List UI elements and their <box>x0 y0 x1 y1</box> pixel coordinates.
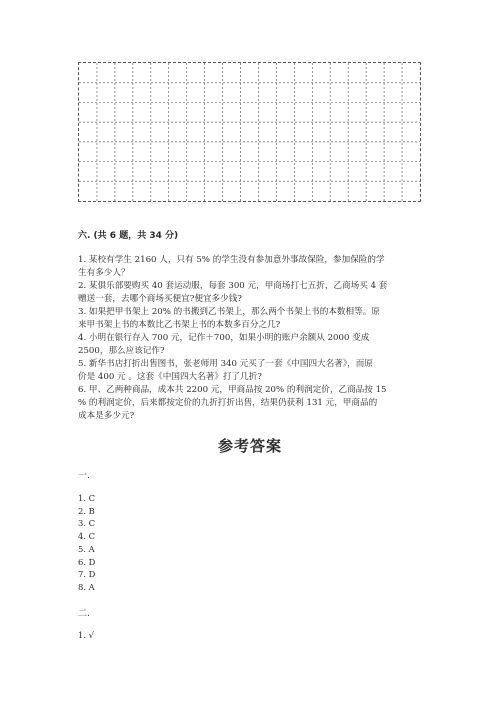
question-line: % 的利润定价，后来都按定价的九折打折出售，结果仍获利 131 元，甲商品的 <box>78 398 378 408</box>
answer-item: 6. D <box>78 556 96 567</box>
answer-item: 4. C <box>78 531 96 542</box>
question-line: 5. 新华书店打折出售图书，张老师用 340 元买了一套《中国四大名著》，而原 <box>78 359 373 369</box>
question-line: 3. 如果把甲书架上 20% 的书搬到乙书架上，那么两个书架上书的本数相等。原 <box>78 307 380 317</box>
answer-item: 1. √ <box>78 630 94 640</box>
answer-list-part-one <box>78 492 95 594</box>
section-six-heading: 六. (共 6 题，共 34 分) <box>78 231 179 241</box>
question-line: 2500，那么应该记作? <box>78 346 165 356</box>
answer-item: 7. D <box>78 569 96 580</box>
answer-part-two-label: 二. <box>78 609 90 619</box>
writing-grid <box>78 62 421 202</box>
answer-list-part-two <box>78 630 94 640</box>
question-line: 成本是多少元? <box>78 411 135 421</box>
question-line: 6. 甲、乙两种商品，成本共 2200 元，甲商品按 20% 的利润定价，乙商品按 15 <box>78 385 387 395</box>
question-line: 赠送一套，去哪个商场买便宜?便宜多少钱? <box>78 294 242 304</box>
grid-lines <box>79 63 420 201</box>
question-list <box>78 254 423 423</box>
answer-item: 1. C <box>78 493 96 503</box>
answer-key-title: 参考答案 <box>217 437 282 455</box>
question-line: 价是 400 元 。这套《中国四大名著》打了几折? <box>78 372 262 382</box>
answer-item: 5. A <box>78 543 95 554</box>
question-line: 来甲书架上书的本数比乙书架上书的本数多百分之几? <box>78 320 281 330</box>
answer-item: 3. C <box>78 518 96 529</box>
question-line: 2. 某俱乐部要购买 40 套运动服，每套 300 元，甲商场打七五折，乙商场买 4 套 <box>78 281 388 291</box>
answer-item: 2. B <box>78 505 95 516</box>
question-line: 4. 小明在银行存入 700 元，记作＋700，如果小明的账户余额从 2000 变成 <box>78 333 370 343</box>
question-line: 1. 某校有学生 2160 人，只有 5% 的学生没有参加意外事故保险，参加保险的学 <box>78 255 385 265</box>
answer-item: 8. A <box>78 581 95 592</box>
answer-part-one-label: 一. <box>78 471 90 481</box>
question-line: 生有多少人？ <box>78 268 130 278</box>
